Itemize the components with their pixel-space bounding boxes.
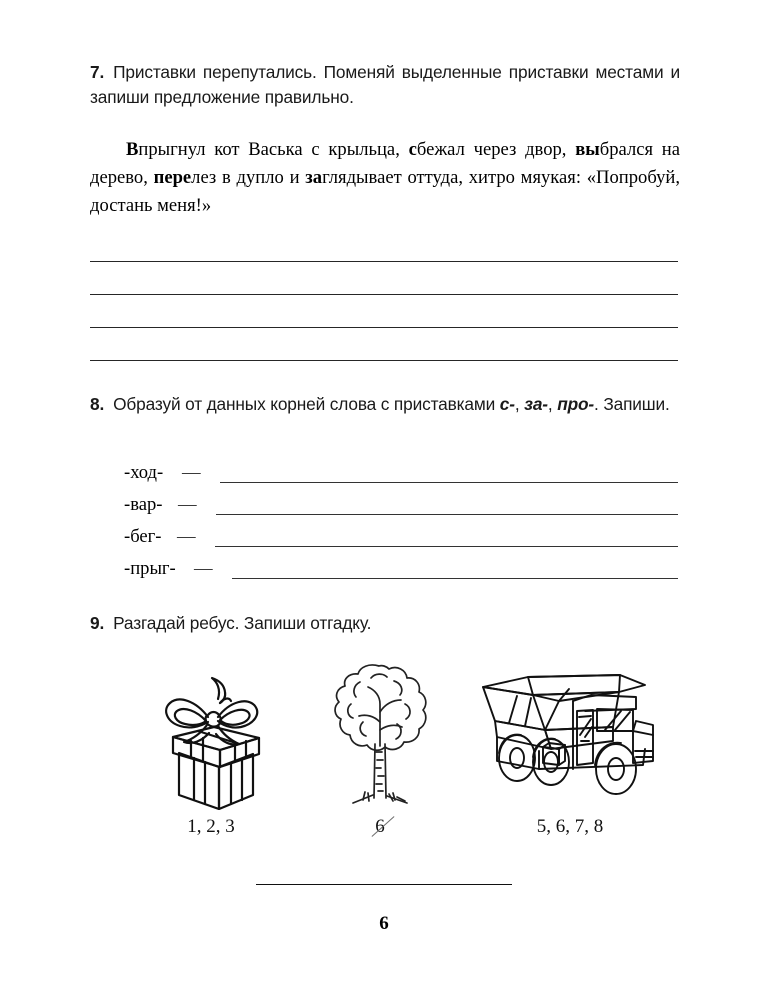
sentence-part-1: прыгнул кот Васька с крыльца, [138, 139, 409, 160]
answer-line-2[interactable] [90, 294, 678, 295]
sentence-part-4: лез в дупло и [191, 167, 306, 188]
sentence-part-2: бежал через двор, [416, 139, 576, 160]
dump-truck-icon [460, 660, 680, 810]
root-answer-line-var[interactable] [216, 514, 678, 515]
prefix-token-za: за- [524, 394, 548, 414]
root-answer-line-pryg[interactable] [232, 578, 678, 579]
prefix-pere: пере [153, 167, 192, 188]
exercise-9-prompt [90, 611, 680, 636]
root-dash-var: — [178, 494, 197, 515]
prefix-v: В [126, 139, 139, 160]
footer-divider [256, 884, 512, 885]
root-label-beg: -бег- [124, 526, 162, 547]
exercise-7-prompt [90, 60, 680, 110]
root-row-pryg [124, 558, 680, 584]
root-row-hod [124, 462, 680, 488]
exercise-8-text-c: , [547, 394, 558, 414]
prefix-za: за [305, 167, 323, 188]
root-dash-pryg: — [194, 558, 213, 579]
birch-tree-icon [305, 660, 455, 810]
sentence-part-3: брался на дерево, [90, 139, 680, 188]
root-dash-hod: — [182, 462, 201, 483]
root-label-pryg: -прыг- [124, 558, 176, 579]
answer-line-1[interactable] [90, 261, 678, 262]
prefix-s: с [408, 139, 417, 160]
sentence-part-5: глядывает оттуда, хитро мяукая: «Попробуй, достань меня!» [90, 167, 680, 216]
root-answer-line-beg[interactable] [215, 546, 678, 547]
root-answer-line-hod[interactable] [220, 482, 678, 483]
gift-box-icon [136, 660, 286, 810]
rebus-caption-tree-text: 6 [375, 816, 385, 837]
rebus-caption-tree [375, 816, 385, 838]
exercise-7-sentence [90, 136, 680, 220]
exercise-7-number: 7. [90, 62, 105, 82]
root-label-hod: -ход- [124, 462, 164, 483]
rebus-caption-gift: 1, 2, 3 [187, 816, 235, 837]
root-row-var [124, 494, 680, 520]
page-number: 6 [379, 913, 389, 934]
exercise-8-number: 8. [90, 394, 105, 414]
exercise-8-text-a: Образуй от данных корней слова с приставками [113, 394, 500, 414]
exercise-8-text-b: , [514, 394, 525, 414]
root-dash-beg: — [177, 526, 196, 547]
prefix-vy: вы [575, 139, 600, 160]
exercise-8-prompt [90, 392, 680, 417]
answer-line-3[interactable] [90, 327, 678, 328]
exercise-8-text-d: . Запиши. [594, 394, 670, 414]
exercise-7-prompt-text: Приставки перепутались. Поменяй выделенные приставки местами и запиши предложение правильно. [90, 62, 680, 107]
rebus-caption-truck: 5, 6, 7, 8 [536, 816, 604, 837]
rebus-item-truck [460, 660, 680, 838]
rebus-row [90, 660, 680, 860]
root-row-beg [124, 526, 680, 552]
prefix-token-s: с- [499, 394, 515, 414]
exercise-9-prompt-text: Разгадай ребус. Запиши отгадку. [113, 613, 372, 633]
prefix-token-pro: про- [557, 394, 595, 414]
rebus-item-tree [305, 660, 455, 838]
answer-line-4[interactable] [90, 360, 678, 361]
exercise-9-number: 9. [90, 613, 105, 633]
root-label-var: -вар- [124, 494, 163, 515]
rebus-item-gift [136, 660, 286, 838]
